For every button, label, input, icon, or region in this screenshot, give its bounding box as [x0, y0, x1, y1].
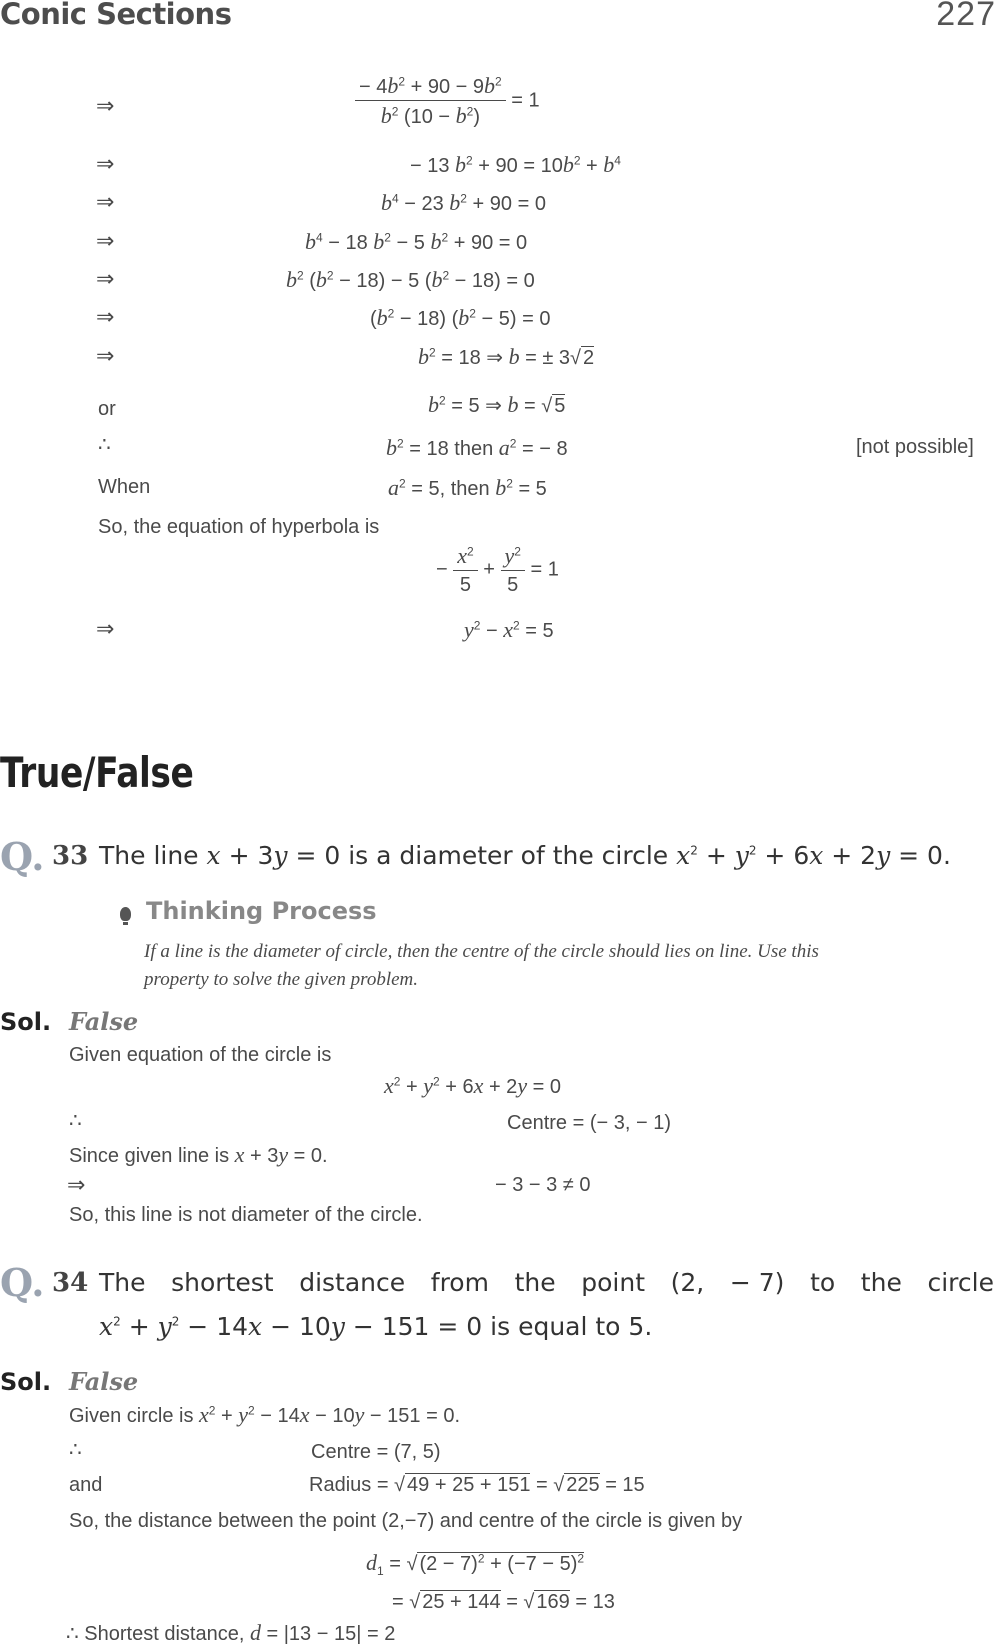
bulb-icon	[120, 903, 131, 923]
and-label: and	[69, 1474, 103, 1496]
question-text: The line x + 3y = 0 is a diameter of the circle $x^2 + y^2 + 6x + 2y = 0$.	[99, 841, 951, 870]
conclusion-text: So, this line is not diameter of the circle.	[69, 1204, 423, 1226]
implies-symbol: ⇒	[96, 616, 115, 641]
centre-value: Centre = (− 3, − 1)	[507, 1112, 671, 1134]
centre-value: Centre = (7, 5)	[311, 1441, 441, 1463]
solution-label: Sol.	[0, 1008, 52, 1036]
thinking-process-text: property to solve the given problem.	[144, 969, 419, 990]
implies-symbol: ⇒	[96, 343, 115, 368]
check-value: − 3 − 3 ≠ 0	[495, 1174, 591, 1196]
hyperbola-intro: So, the equation of hyperbola is	[98, 516, 380, 538]
answer-false: False	[69, 1367, 139, 1396]
equation-step-4: $b^4 - 18$ $b^2 - 5$ $b^2 + 90 = 0$	[305, 229, 528, 254]
hyperbola-final: $y^2 - x^2 = 5$	[464, 617, 554, 642]
therefore-symbol: ∴	[69, 1439, 82, 1461]
implies-symbol: ⇒	[96, 151, 115, 176]
radius-value: Radius = √ 49 + 25 + 151 = √ 225 = 15	[309, 1474, 645, 1496]
implies-symbol: ⇒	[96, 189, 115, 214]
given-circle-text: Given circle is $x^2 + y^2 - 14x - 10y - 151 = 0$.	[69, 1402, 460, 1427]
shortest-distance: ∴ Shortest distance, d = |13 − 15| = 2	[66, 1620, 396, 1645]
question-marker: Q.	[0, 1260, 45, 1305]
circle-equation: $x^2 + y^2 + 6x + 2y = 0$	[384, 1073, 561, 1098]
therefore-symbol: ∴	[69, 1110, 82, 1132]
implies-symbol: ⇒	[96, 228, 115, 253]
or-label: or	[98, 398, 116, 420]
distance-formula: $d_1$ = √ $(2 - 7)^2 + (-7 - 5)^2$	[366, 1550, 585, 1578]
implies-symbol: ⇒	[96, 304, 115, 329]
page-number: 227	[936, 0, 996, 33]
given-line-text: Since given line is x + 3y = 0.	[69, 1142, 328, 1167]
running-header-title: Conic Sections	[0, 0, 232, 31]
question-marker: Q.	[0, 834, 45, 879]
thinking-process-title: Thinking Process	[146, 897, 377, 925]
question-number: 33	[52, 841, 89, 871]
solution-label: Sol.	[0, 1368, 52, 1396]
question-number: 34	[52, 1268, 89, 1298]
hyperbola-equation: − $\frac{x^2}{5}$ + $\frac{y^2}{5}$ = 1	[436, 543, 559, 596]
equation-step-2: − 13 $b^2 + 90 = 10b^2 + b^4$	[410, 152, 621, 177]
solution-text: Given equation of the circle is	[69, 1044, 332, 1066]
answer-false: False	[69, 1007, 139, 1036]
equation-step-5: $b^2$ $(b^2 - 18) - 5$ $(b^2 - 18) = 0$	[286, 267, 535, 292]
equation-step-9: $b^2 = 18$ then $a^2$ = − 8	[386, 435, 568, 460]
therefore-symbol: ∴	[98, 434, 111, 456]
equation-step-8: $b^2 = 5$ ⇒ b = √ 5	[428, 392, 566, 417]
thinking-process-text: If a line is the diameter of circle, then the centre of the circle should lies on line. Use this	[144, 941, 819, 962]
distance-value: = √ 25 + 144 = √ 169 = 13	[392, 1591, 615, 1613]
equation-step-7: $b^2 = 18$ ⇒ b = ± 3√ 2	[418, 344, 595, 369]
implies-symbol: ⇒	[96, 266, 115, 291]
implies-symbol: ⇒	[96, 93, 115, 118]
question-text-line1: The shortest distance from the point (2, − 7) to the circle	[99, 1268, 994, 1297]
equation-step-3: $b^4 - 23$ $b^2 + 90 = 0$	[381, 190, 546, 215]
equation-step-10: $a^2 = 5$, then $b^2 = 5$	[388, 475, 547, 500]
distance-intro: So, the distance between the point (2,−7) and centre of the circle is given by	[69, 1510, 743, 1532]
section-title: True/False	[0, 748, 194, 797]
when-label: When	[98, 476, 151, 498]
equation-step-6: $(b^2 - 18) (b^2 - 5) = 0$	[370, 305, 551, 330]
equation-step-1: $\frac{- 4b^2 + 90 - 9b^2}{b^2 (10 - b^2)}$ = 1	[355, 75, 540, 127]
not-possible-note: [not possible]	[856, 436, 974, 458]
implies-symbol: ⇒	[67, 1172, 86, 1197]
question-text-line2: $x^2 + y^2 - 14x - 10y - 151 = 0$ is equal to 5.	[99, 1312, 653, 1341]
